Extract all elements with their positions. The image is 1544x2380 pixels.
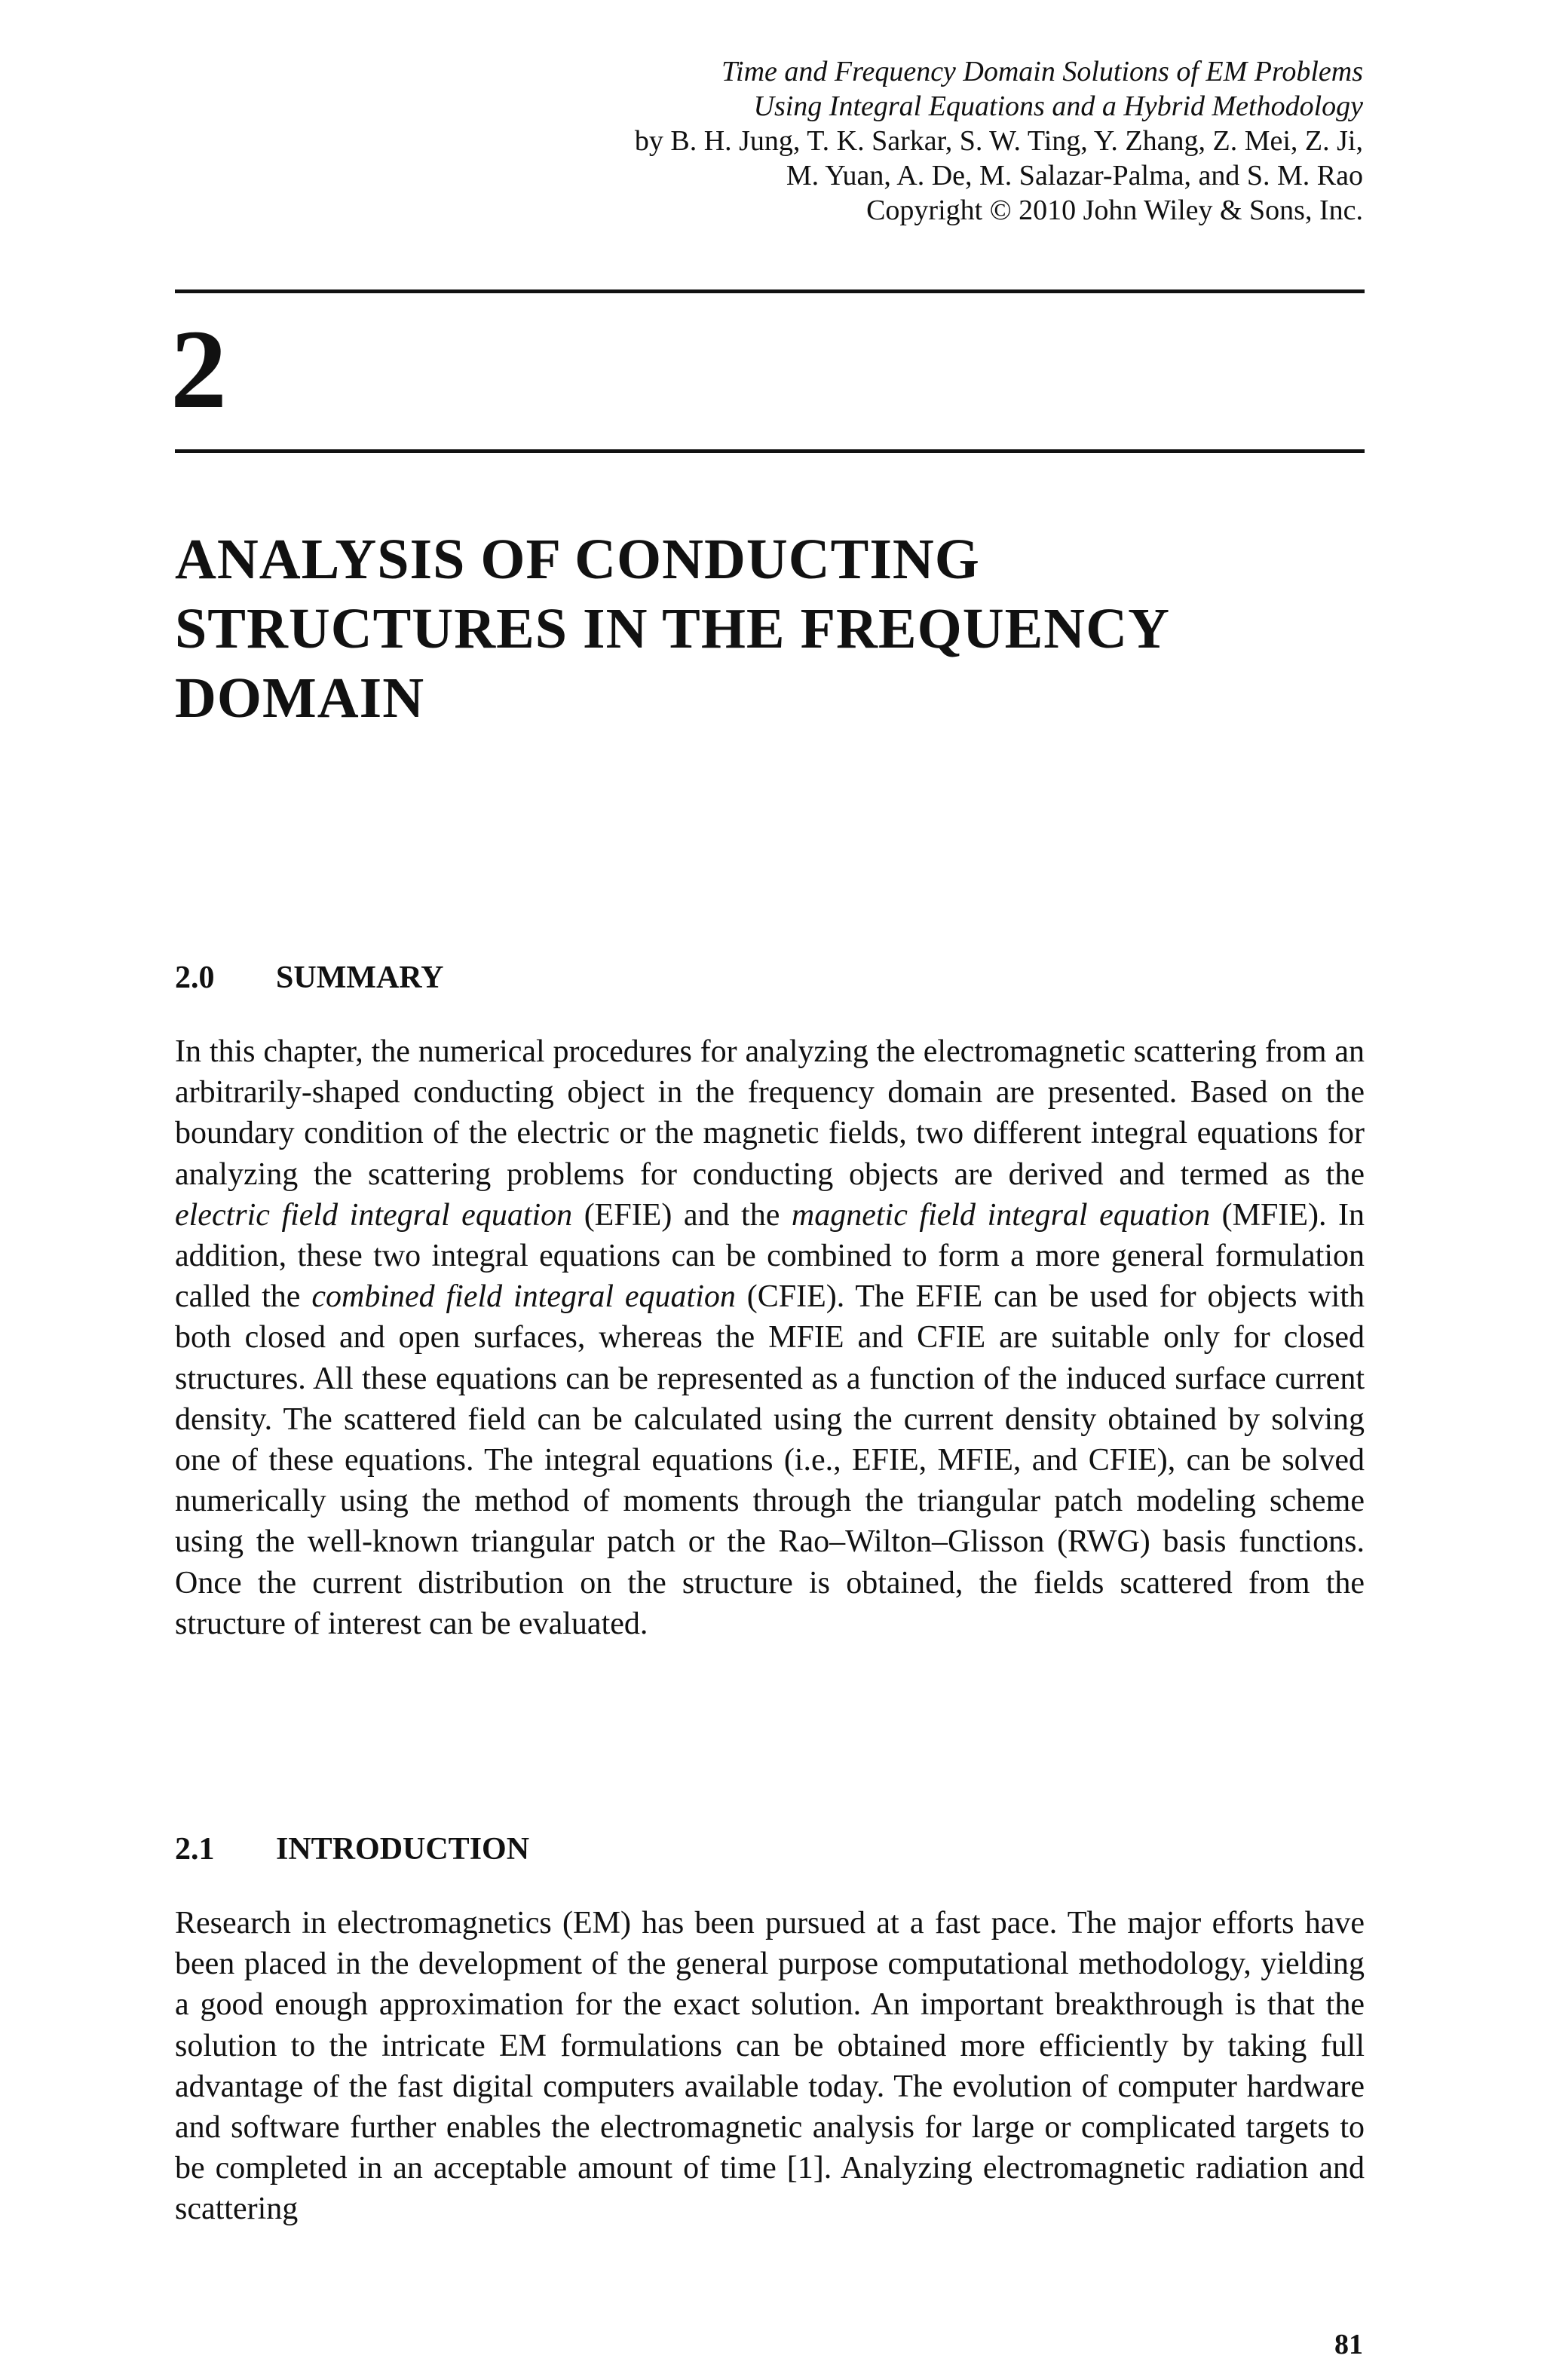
- book-title-line-1: Time and Frequency Domain Solutions of EM Problems: [721, 56, 1363, 87]
- summary-paragraph: [175, 1031, 1365, 1644]
- chapter-number: 2: [170, 307, 227, 432]
- section-heading-summary: [175, 959, 444, 997]
- book-header: [452, 54, 1363, 228]
- section-number: 2.1: [175, 1832, 215, 1867]
- chapter-bottom-rule: [175, 449, 1365, 453]
- summary-text: (CFIE). The EFIE can be used for objects with both closed and open surfaces, whereas the MFIE and CFIE are suitable only for closed structures. All these equations can be represented as a function of the induced surface current density. The scattered field can be calculated using the current density obtained by solving one of these equations. The integral equations (i.e., EFIE, MFIE, and CFIE), can be solved numerically using the method of moments through the triangular patch modeling scheme using the well-known triangular patch or the Rao–Wilton–Glisson (RWG) basis functions. Once the current distribution on the structure is obtained, the fields scattered from the structure of interest can be evaluated.: [175, 1279, 1365, 1641]
- summary-term-mfie: magnetic field integral equation: [791, 1197, 1211, 1233]
- chapter-top-rule: [175, 289, 1365, 293]
- section-title: INTRODUCTION: [276, 1832, 530, 1867]
- authors-line-2: M. Yuan, A. De, M. Salazar-Palma, and S. M. Rao: [786, 160, 1363, 191]
- summary-term-efie: electric field integral equation: [175, 1197, 573, 1233]
- book-title-line-2: Using Integral Equations and a Hybrid Methodology: [753, 90, 1363, 122]
- chapter-title: ANALYSIS OF CONDUCTING STRUCTURES IN THE FREQUENCY DOMAIN: [175, 528, 1169, 730]
- authors-line-1: by B. H. Jung, T. K. Sarkar, S. W. Ting, Y. Zhang, Z. Mei, Z. Ji,: [634, 125, 1363, 157]
- copyright-line: Copyright © 2010 John Wiley & Sons, Inc.: [866, 195, 1363, 226]
- section-title: SUMMARY: [276, 960, 444, 995]
- summary-text: (MFIE). In addition, these two integral equations can be combined to form a more general formulation called the: [175, 1197, 1365, 1315]
- summary-term-cfie: combined field integral equation: [311, 1279, 736, 1315]
- introduction-paragraph: Research in electromagnetics (EM) has been pursued at a fast pace. The major efforts have been placed in the development of the general purpose computational methodology, yielding a good enough approximation for the exact solution. An important breakthrough is that the solution to the intricate EM formulations can be obtained more efficiently by taking full advantage of the fast digital computers available today. The evolution of computer hardware and software further enables the electromagnetic analysis for large or complicated targets to be completed in an acceptable amount of time [1]. Analyzing electromagnetic radiation and scattering: [175, 1906, 1365, 2227]
- page-number: 81: [1334, 2329, 1363, 2360]
- section-number: 2.0: [175, 960, 215, 995]
- summary-text: In this chapter, the numerical procedures for analyzing the electromagnetic scattering from an arbitrarily-shaped conducting object in the frequency domain are presented. Based on the boundary condition of the electric or the magnetic fields, two different integral equations for analyzing the scattering problems for conducting objects are derived and termed as the: [175, 1034, 1365, 1192]
- section-heading-introduction: [175, 1830, 529, 1868]
- summary-text: (EFIE) and the: [572, 1197, 792, 1233]
